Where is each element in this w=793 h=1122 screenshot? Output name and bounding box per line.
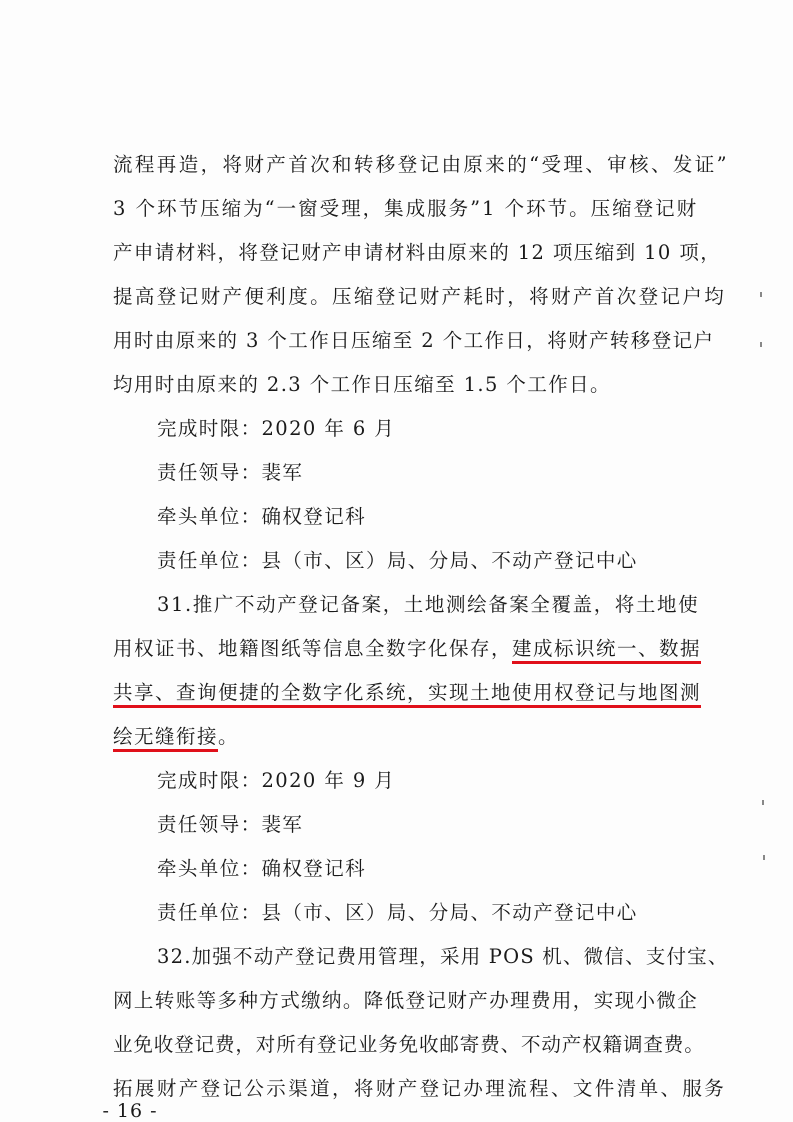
paragraph-line — [113, 678, 713, 708]
item-32-heading-line: 32.加强不动产登记费用管理，采用 POS 机、微信、支付宝、 — [157, 945, 729, 968]
deadline-line: 完成时限：2020 年 6 月 — [157, 417, 396, 440]
leader-line: 责任领导：裴军 — [157, 461, 304, 484]
paragraph-line — [113, 634, 713, 664]
paragraph-line: 业免收登记费，对所有登记业务免收邮寄费、不动产权籍调查费。 — [113, 1033, 705, 1056]
plain-text: 。 — [218, 725, 240, 748]
paragraph-line: 网上转账等多种方式缴纳。降低登记财产办理费用，实现小微企 — [113, 989, 699, 1012]
paragraph-line: 产申请材料，将登记财产申请材料由原来的 12 项压缩到 10 项， — [113, 241, 722, 264]
lead-unit-line: 牵头单位：确权登记科 — [157, 505, 367, 528]
scan-mark — [760, 342, 762, 347]
deadline-line: 完成时限：2020 年 9 月 — [157, 769, 396, 792]
plain-text: 用权证书、地籍图纸等信息全数字化保存， — [113, 637, 513, 660]
paragraph-line: 拓展财产登记公示渠道，将财产登记办理流程、文件清单、服务 — [113, 1077, 727, 1100]
lead-unit-line: 牵头单位：确权登记科 — [157, 857, 367, 880]
scan-mark — [760, 292, 762, 297]
red-underlined-text: 建成标识统一、数据 — [512, 637, 701, 664]
paragraph-line: 用时由原来的 3 个工作日压缩至 2 个工作日，将财产转移登记户 — [113, 329, 715, 352]
item-31-heading-line: 31.推广不动产登记备案，土地测绘备案全覆盖，将土地使 — [157, 593, 700, 616]
red-underlined-text: 共享、查询便捷的全数字化系统，实现土地使用权登记与地图测 — [113, 681, 701, 708]
responsible-unit-line: 责任单位：县（市、区）局、分局、不动产登记中心 — [157, 901, 638, 924]
leader-line: 责任领导：裴军 — [157, 813, 304, 836]
paragraph-line: 提高登记财产便利度。压缩登记财产耗时，将财产首次登记户均 — [113, 285, 727, 308]
red-underlined-text: 绘无缝衔接 — [113, 725, 218, 752]
paragraph-line: 3 个环节压缩为“一窗受理，集成服务”1 个环节。压缩登记财 — [113, 197, 699, 220]
responsible-unit-line: 责任单位：县（市、区）局、分局、不动产登记中心 — [157, 549, 638, 572]
paragraph-line: 流程再造，将财产首次和转移登记由原来的“受理、审核、发证” — [113, 153, 730, 176]
scan-mark — [763, 855, 765, 860]
paragraph-line — [113, 722, 713, 752]
paragraph-line: 均用时由原来的 2.3 个工作日压缩至 1.5 个工作日。 — [113, 373, 611, 396]
page-number: - 16 - — [102, 1100, 158, 1122]
scan-mark — [762, 800, 764, 805]
